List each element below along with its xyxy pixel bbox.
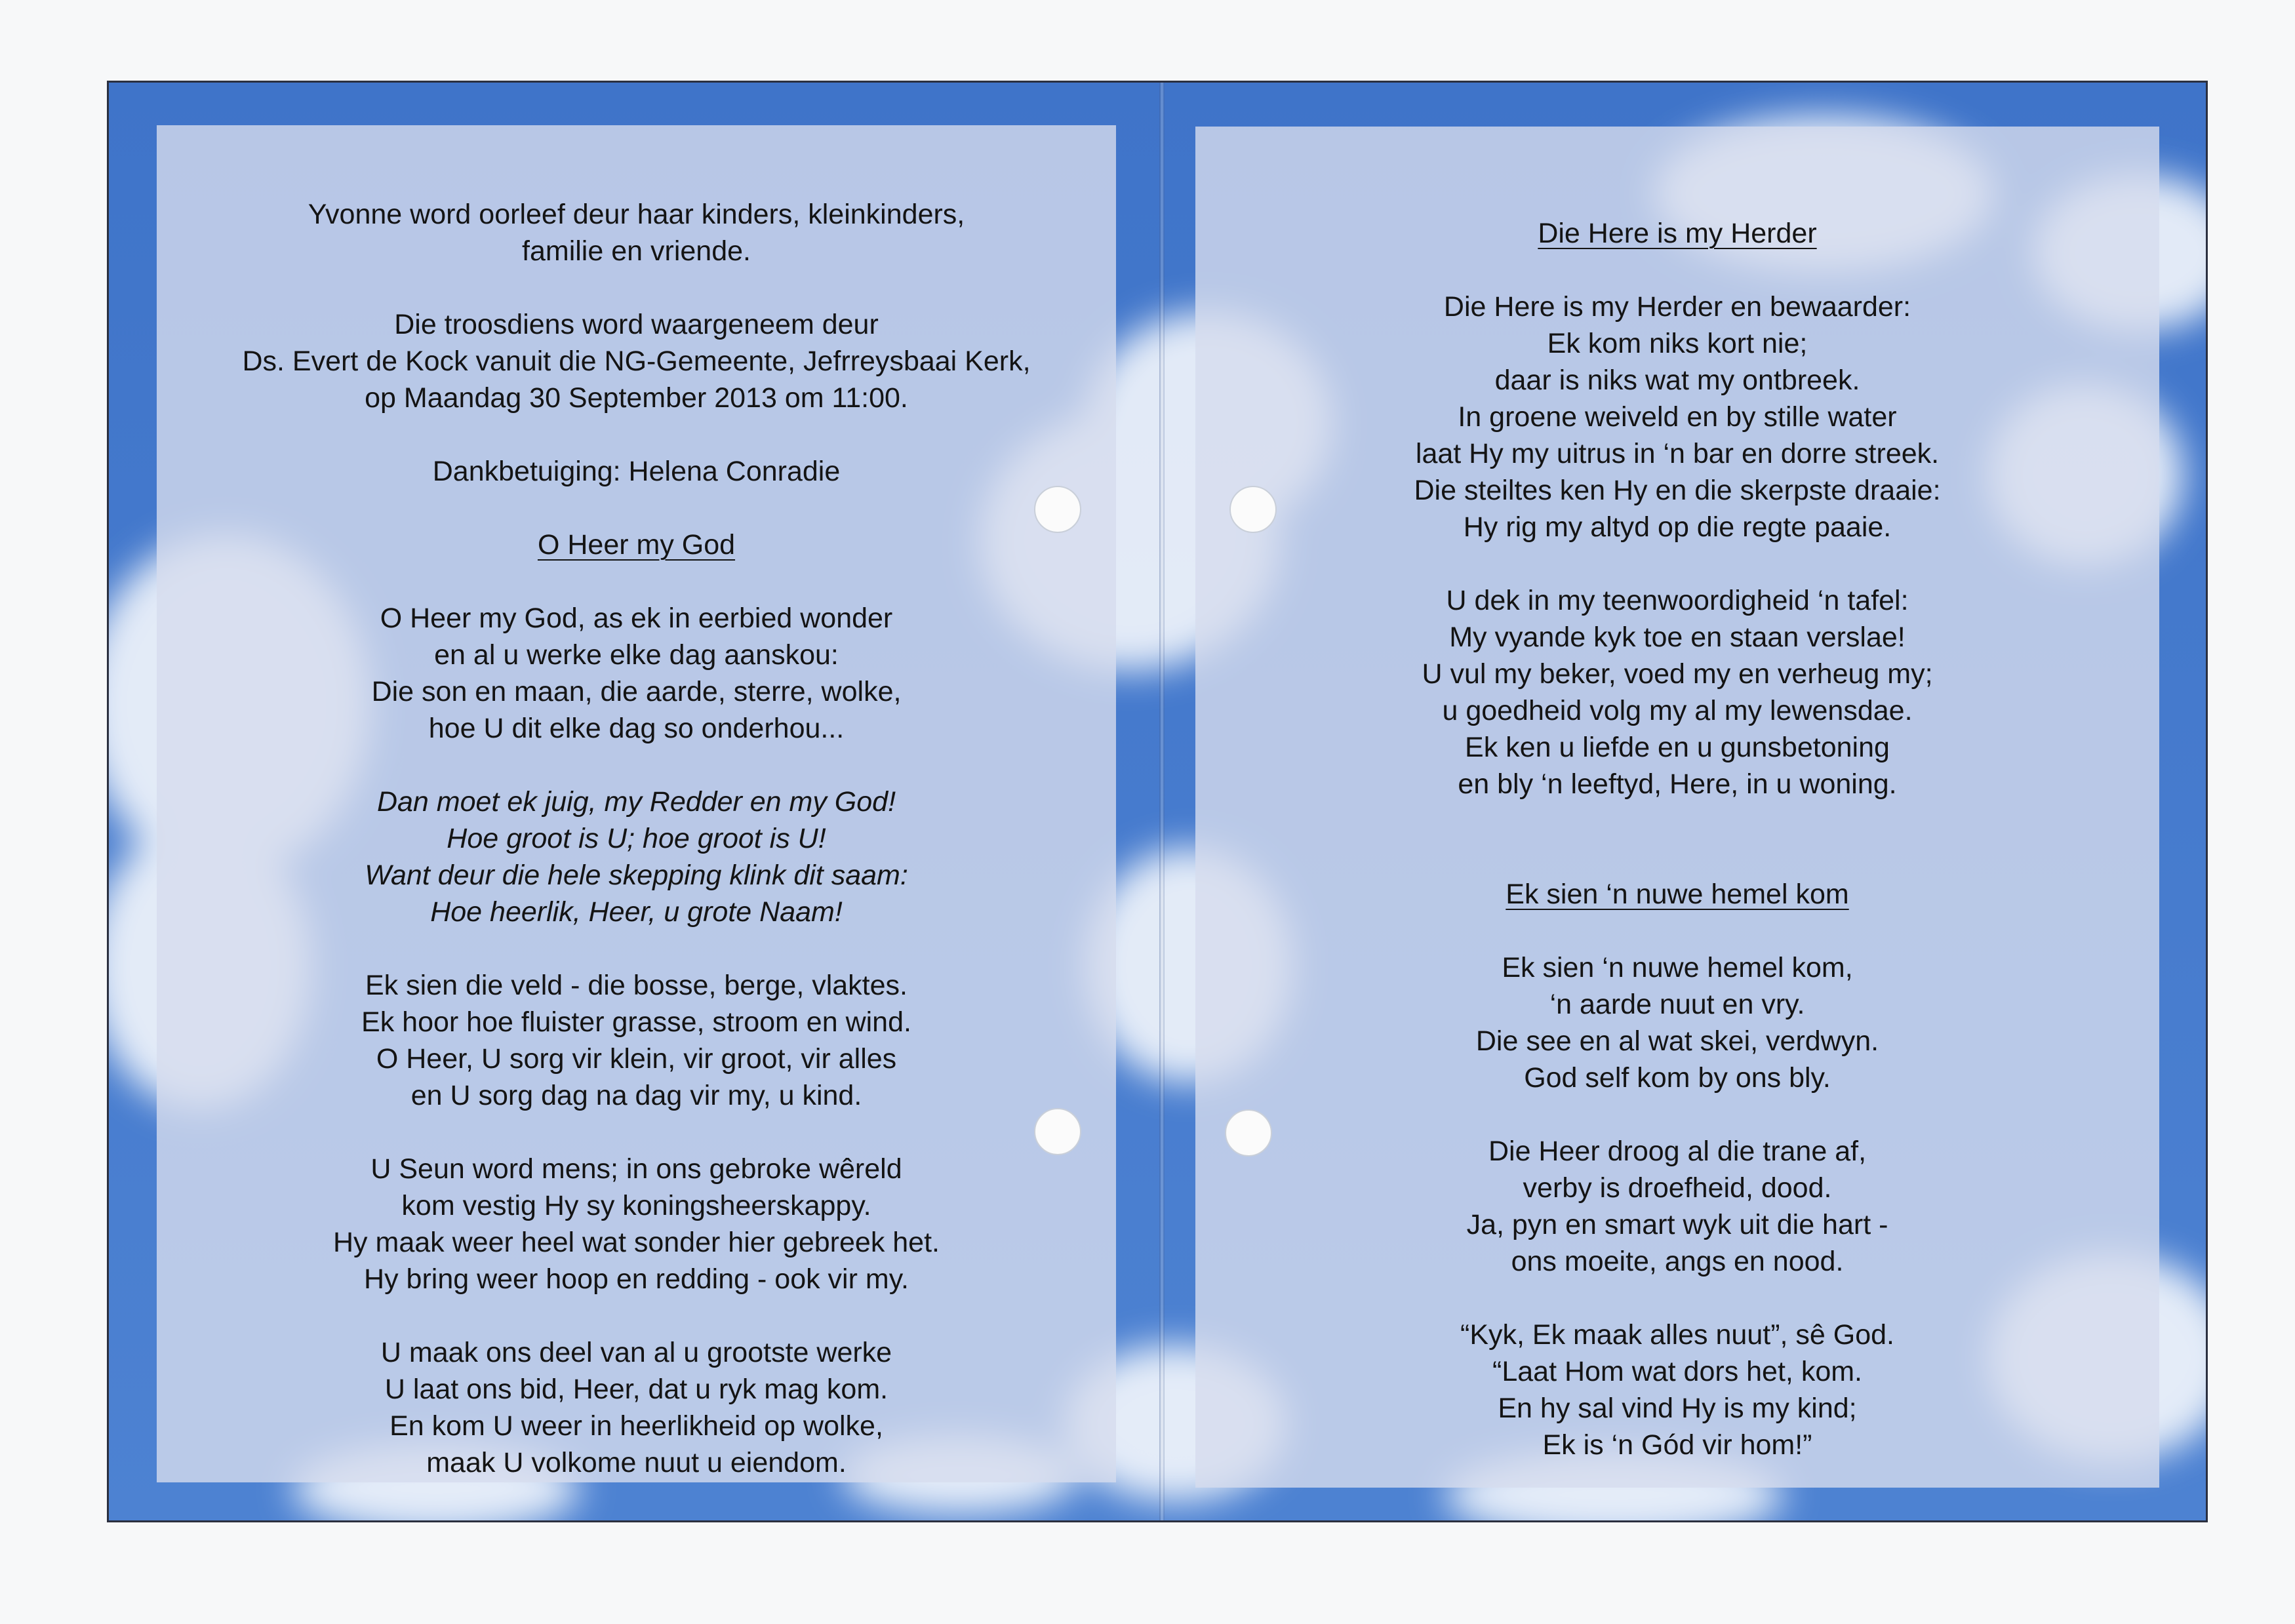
- verse-line: U vul my beker, voed my en verheug my;: [1422, 658, 1933, 690]
- punch-hole: [1225, 1109, 1272, 1157]
- verse-line: Ek hoor hoe fluister grasse, stroom en wind.: [361, 1006, 911, 1038]
- verse-line: In groene weiveld en by stille water: [1458, 401, 1897, 433]
- verse-line: “Kyk, Ek maak alles nuut”, sê God.: [1460, 1319, 1894, 1351]
- intro-line: Yvonne word oorleef deur haar kinders, kleinkinders,: [308, 199, 965, 230]
- psalm-title: Die Here is my Herder: [1538, 218, 1817, 249]
- verse-line: kom vestig Hy sy koningsheerskappy.: [401, 1190, 871, 1221]
- verse-line: laat Hy my uitrus in ‘n bar en dorre streek.: [1415, 438, 1940, 469]
- punch-hole: [1034, 1108, 1081, 1155]
- verse-line: Ek kom niks kort nie;: [1547, 328, 1808, 359]
- thanks-line: Dankbetuiging: Helena Conradie: [432, 456, 841, 487]
- refrain-line: Hoe groot is U; hoe groot is U!: [447, 823, 826, 854]
- memorial-leaflet-spread: [107, 81, 2208, 1522]
- left-page: [157, 125, 1116, 1482]
- verse-line: Ek is ‘n Gód vir hom!”: [1542, 1429, 1812, 1461]
- verse-line: Die Heer droog al die trane af,: [1488, 1136, 1867, 1167]
- verse-line: verby is droefheid, dood.: [1523, 1172, 1832, 1204]
- verse-line: Ja, pyn en smart wyk uit die hart -: [1466, 1209, 1888, 1240]
- verse-line: Die Here is my Herder en bewaarder:: [1443, 291, 1911, 323]
- hymn2-title: Ek sien ‘n nuwe hemel kom: [1506, 879, 1849, 910]
- verse-line: U maak ons deel van al u grootste werke: [380, 1337, 892, 1368]
- verse-line: daar is niks wat my ontbreek.: [1494, 365, 1860, 396]
- verse-line: U Seun word mens; in ons gebroke wêreld: [370, 1153, 902, 1185]
- refrain-line: Dan moet ek juig, my Redder en my God!: [376, 786, 896, 818]
- refrain-line: Want deur die hele skepping klink dit saam:: [365, 860, 908, 891]
- verse-line: God self kom by ons bly.: [1524, 1062, 1831, 1094]
- verse-line: Hy maak weer heel wat sonder hier gebreek het.: [333, 1227, 940, 1258]
- verse-line: u goedheid volg my al my lewensdae.: [1442, 695, 1913, 726]
- verse-line: ‘n aarde nuut en vry.: [1549, 989, 1805, 1020]
- right-page: [1195, 127, 2159, 1488]
- verse-line: Ek sien ‘n nuwe hemel kom,: [1502, 952, 1853, 983]
- punch-hole: [1034, 486, 1081, 533]
- verse-line: Hy bring weer hoop en redding - ook vir my.: [364, 1263, 909, 1295]
- verse-line: En hy sal vind Hy is my kind;: [1498, 1393, 1857, 1424]
- verse-line: hoe U dit elke dag so onderhou...: [428, 713, 845, 744]
- verse-line: Die son en maan, die aarde, sterre, wolke,: [371, 676, 902, 707]
- verse-line: O Heer my God, as ek in eerbied wonder: [380, 603, 893, 634]
- verse-line: Die see en al wat skei, verdwyn.: [1475, 1025, 1879, 1057]
- verse-line: en al u werke elke dag aanskou:: [434, 639, 839, 671]
- punch-hole: [1229, 486, 1277, 533]
- hymn-title: O Heer my God: [537, 529, 736, 561]
- refrain-line: Hoe heerlik, Heer, u grote Naam!: [430, 896, 843, 928]
- verse-line: Die steiltes ken Hy en die skerpste draaie:: [1414, 475, 1941, 506]
- verse-line: En kom U weer in heerlikheid op wolke,: [389, 1410, 883, 1442]
- verse-line: O Heer, U sorg vir klein, vir groot, vir alles: [376, 1043, 897, 1075]
- verse-line: ons moeite, angs en nood.: [1511, 1246, 1844, 1277]
- service-line: op Maandag 30 September 2013 om 11:00.: [365, 382, 908, 414]
- verse-line: Ek ken u liefde en u gunsbetoning: [1465, 732, 1890, 763]
- intro-line: familie en vriende.: [522, 235, 751, 267]
- verse-line: maak U volkome nuut u eiendom.: [426, 1447, 847, 1478]
- verse-line: U laat ons bid, Heer, dat u ryk mag kom.: [384, 1374, 888, 1405]
- service-line: Ds. Evert de Kock vanuit die NG-Gemeente, Jefrreysbaai Kerk,: [242, 346, 1031, 377]
- center-fold: [1159, 83, 1165, 1520]
- verse-line: U dek in my teenwoordigheid ‘n tafel:: [1446, 585, 1909, 616]
- verse-line: en U sorg dag na dag vir my, u kind.: [410, 1080, 862, 1111]
- verse-line: My vyande kyk toe en staan verslae!: [1449, 622, 1906, 653]
- verse-line: “Laat Hom wat dors het, kom.: [1492, 1356, 1862, 1387]
- service-line: Die troosdiens word waargeneem deur: [394, 309, 879, 340]
- verse-line: Hy rig my altyd op die regte paaie.: [1463, 511, 1892, 543]
- verse-line: en bly ‘n leeftyd, Here, in u woning.: [1458, 768, 1897, 800]
- verse-line: Ek sien die veld - die bosse, berge, vlaktes.: [365, 970, 908, 1001]
